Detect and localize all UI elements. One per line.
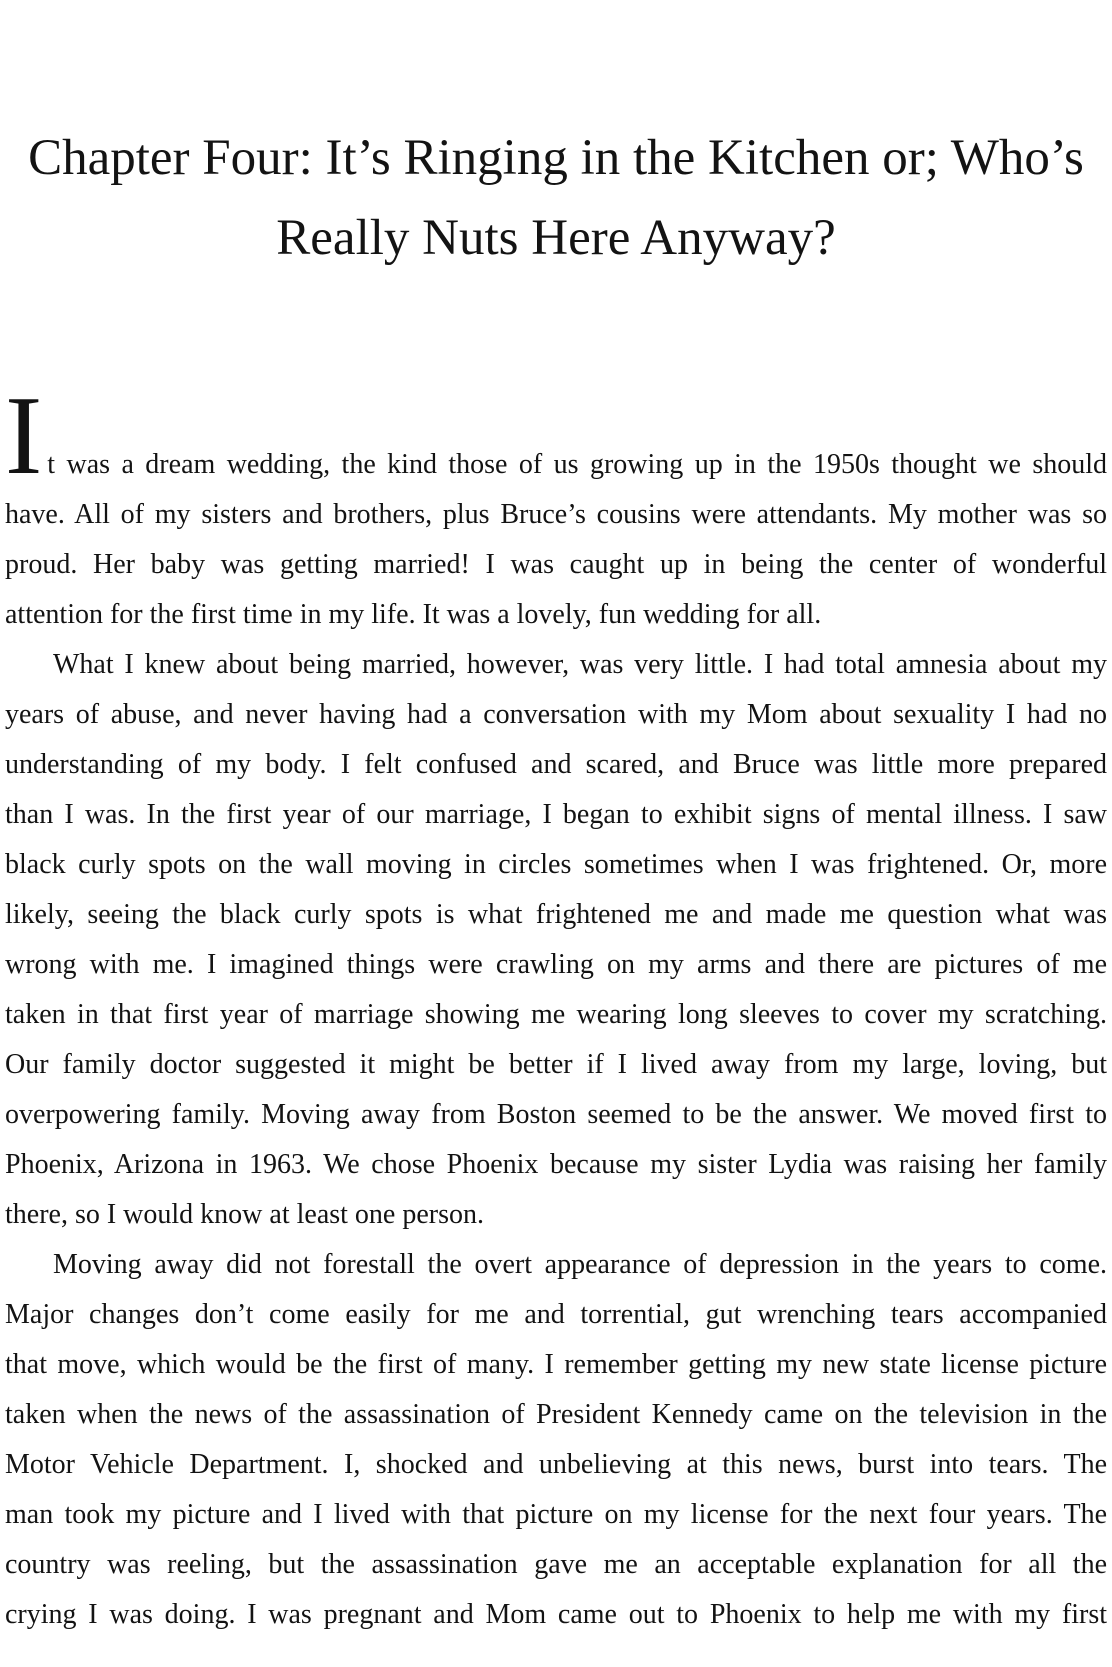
text-line: there, so I would know at least one person. <box>5 1199 484 1230</box>
text-line: than I was. In the first year of our marriage, I began to exhibit signs of mental illness. I saw <box>5 799 1107 830</box>
text-line: Our family doctor suggested it might be better if I lived away from my large, loving, but <box>5 1049 1107 1080</box>
text-line: Major changes don’t come easily for me and torrential, gut wrenching tears accompanied <box>5 1299 1107 1330</box>
text-line: Moving away did not forestall the overt appearance of depression in the years to come. <box>53 1249 1107 1280</box>
drop-cap: I <box>5 374 43 498</box>
text-line: years of abuse, and never having had a conversation with my Mom about sexuality I had no <box>5 699 1107 730</box>
text-line: man took my picture and I lived with that picture on my license for the next four years. The <box>5 1499 1107 1530</box>
chapter-title-line-2: Really Nuts Here Anyway? <box>276 210 836 266</box>
text-line: that move, which would be the first of many. I remember getting my new state license picture <box>5 1349 1107 1380</box>
text-line: overpowering family. Moving away from Boston seemed to be the answer. We moved first to <box>5 1099 1107 1130</box>
paragraph-3-lines <box>5 1240 1107 1640</box>
text-line: understanding of my body. I felt confused and scared, and Bruce was little more prepared <box>5 749 1107 780</box>
text-line-with-drop-cap <box>5 374 1107 498</box>
text-line: taken when the news of the assassination of President Kennedy came on the television in the <box>5 1399 1107 1430</box>
text-line: Motor Vehicle Department. I, shocked and unbelieving at this news, burst into tears. The <box>5 1449 1107 1480</box>
text-line: crying I was doing. I was pregnant and Mom came out to Phoenix to help me with my first <box>5 1599 1107 1630</box>
chapter-title-line-1: Chapter Four: It’s Ringing in the Kitchen or; Who’s <box>28 130 1084 186</box>
paragraph-2-lines <box>5 640 1107 1240</box>
paragraph-1 <box>5 374 1107 640</box>
body-text <box>5 374 1107 1640</box>
paragraph-3 <box>5 1240 1107 1640</box>
text-line: country was reeling, but the assassination gave me an acceptable explanation for all the <box>5 1549 1107 1580</box>
paragraph-2 <box>5 640 1107 1240</box>
text-line: likely, seeing the black curly spots is what frightened me and made me question what was <box>5 899 1107 930</box>
paragraph-1-lines <box>5 490 1107 640</box>
text-line: taken in that first year of marriage showing me wearing long sleeves to cover my scratching. <box>5 999 1107 1030</box>
text-line: What I knew about being married, however, was very little. I had total amnesia about my <box>53 649 1107 680</box>
text-line: Phoenix, Arizona in 1963. We chose Phoenix because my sister Lydia was raising her family <box>5 1149 1107 1180</box>
text-line: black curly spots on the wall moving in circles sometimes when I was frightened. Or, more <box>5 849 1107 880</box>
text-line: proud. Her baby was getting married! I was caught up in being the center of wonderful <box>5 549 1107 580</box>
first-line-text: t was a dream wedding, the kind those of us growing up in the 1950s thought we should <box>47 449 1107 480</box>
text-line: have. All of my sisters and brothers, plus Bruce’s cousins were attendants. My mother was so <box>5 499 1107 530</box>
text-line: attention for the first time in my life. It was a lovely, fun wedding for all. <box>5 599 822 630</box>
text-line: wrong with me. I imagined things were crawling on my arms and there are pictures of me <box>5 949 1107 980</box>
chapter-title <box>5 0 1107 278</box>
